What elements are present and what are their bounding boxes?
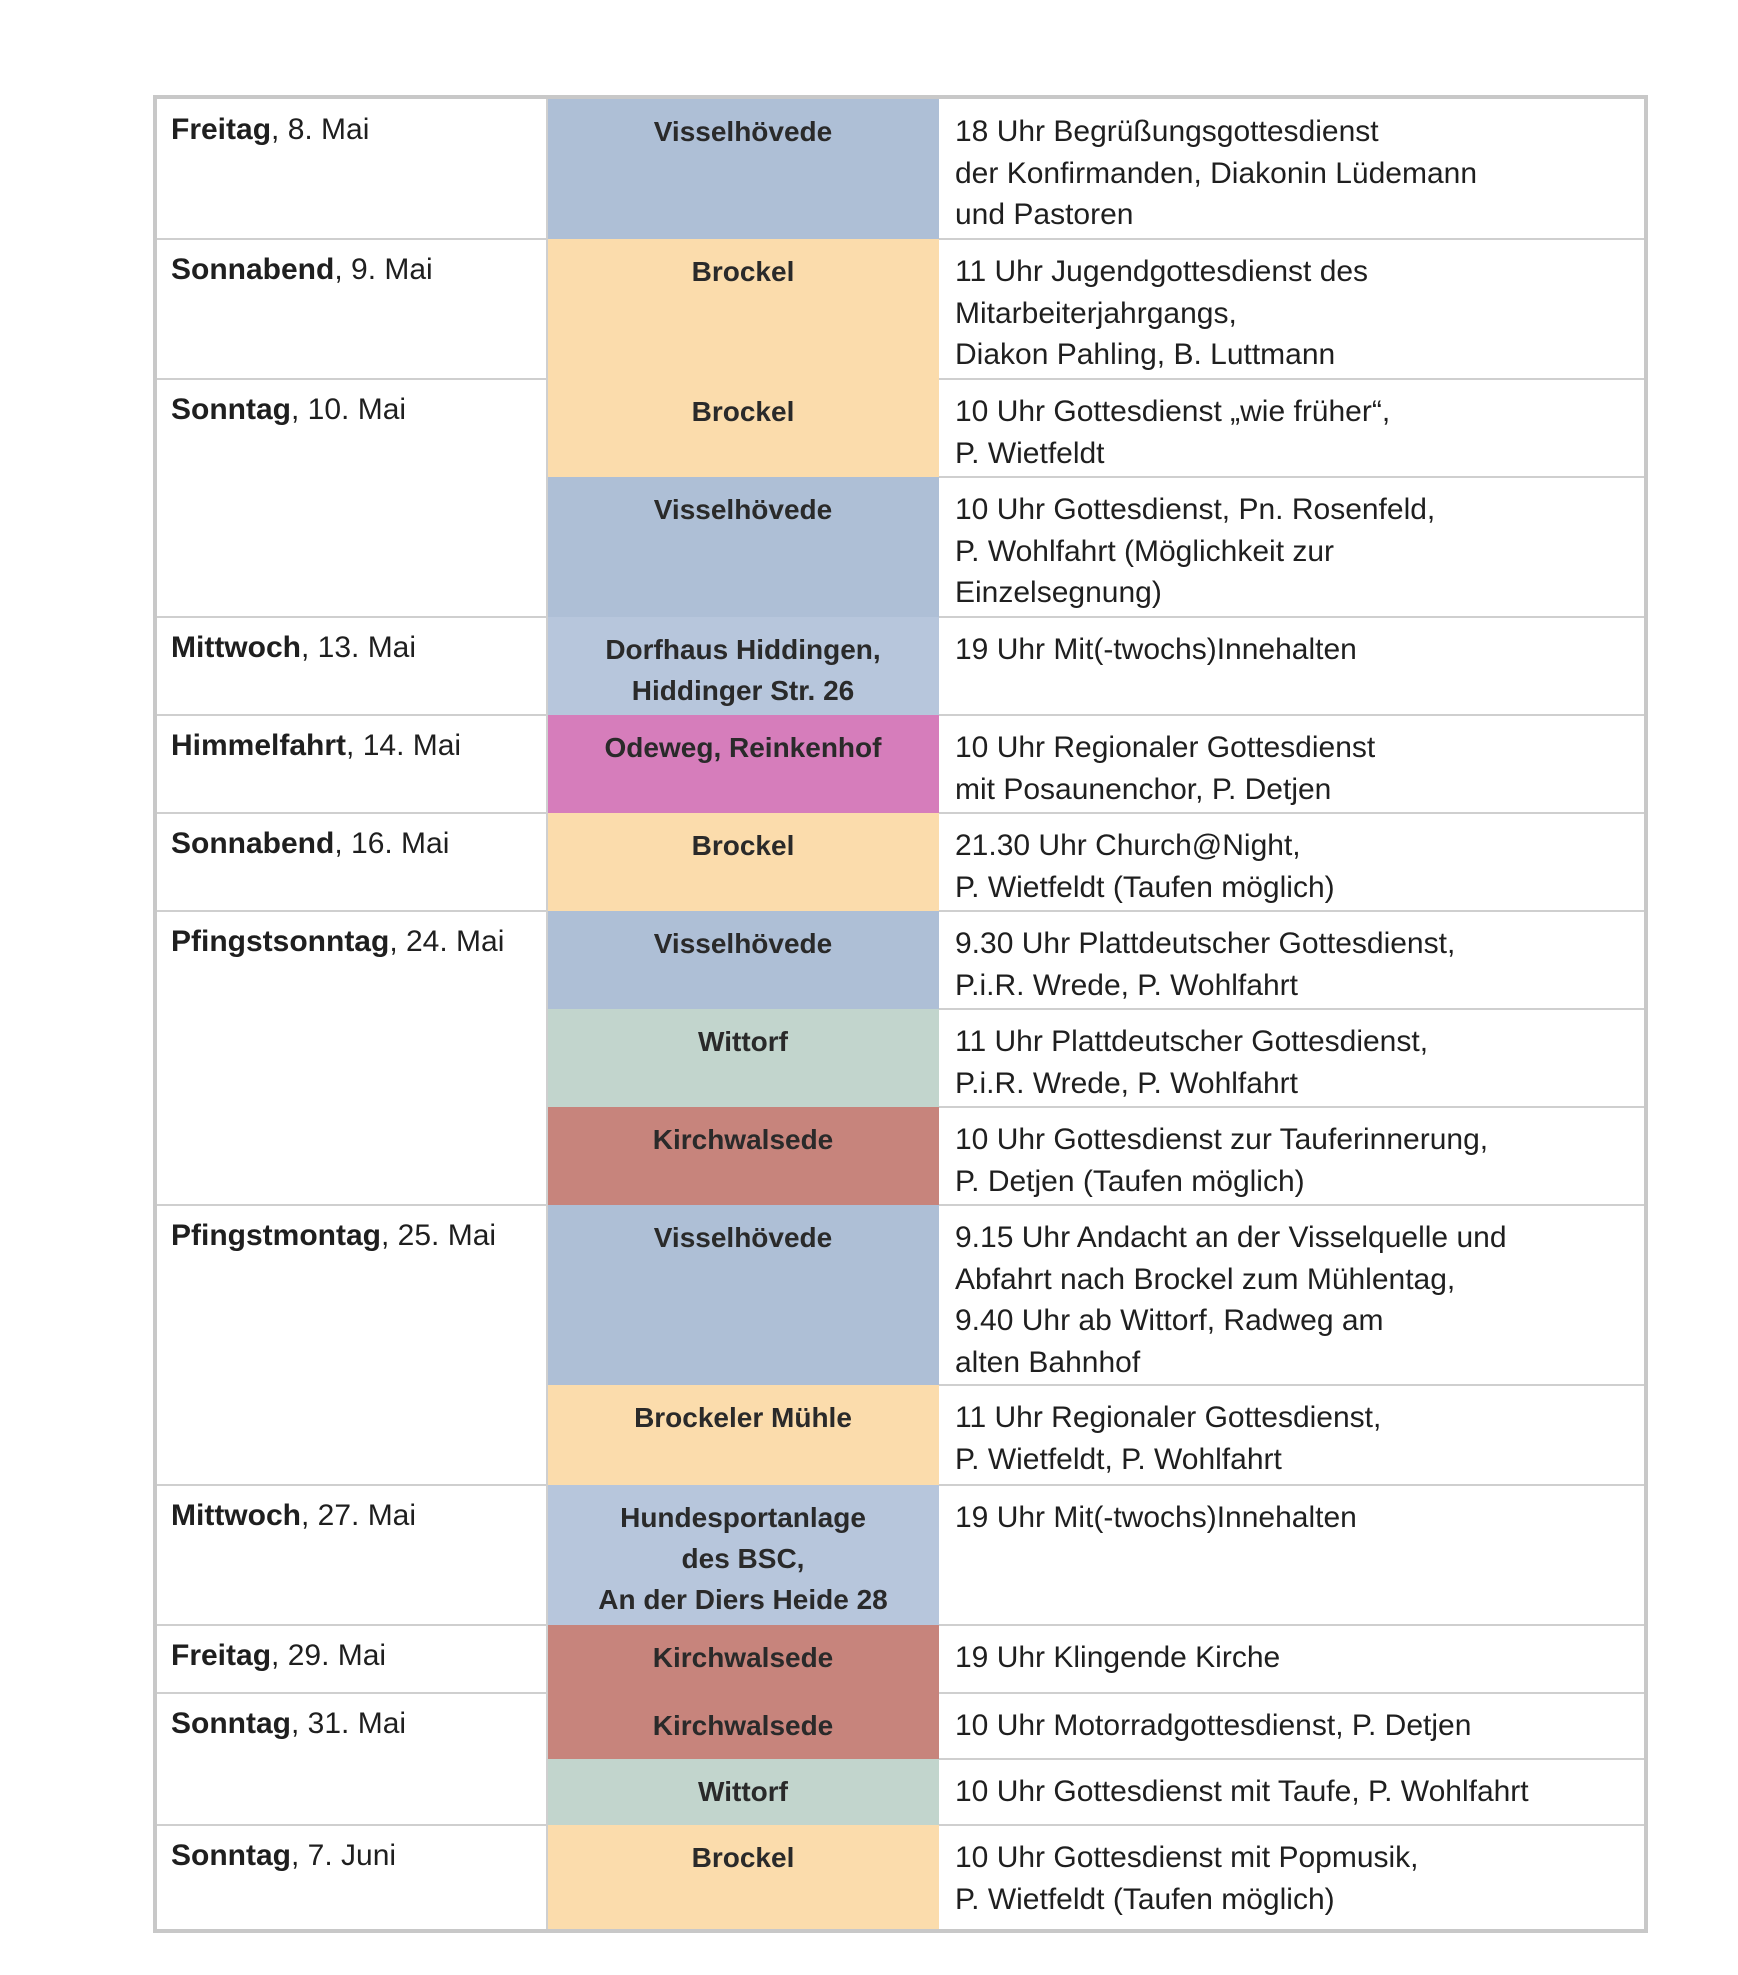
location-cell: Visselhövede [547, 911, 939, 1009]
weekday-label: Mittwoch [171, 631, 301, 664]
weekday-label: Sonnabend [171, 253, 335, 286]
location-cell: Hundesportanlage des BSC, An der Diers Heide 28 [547, 1485, 939, 1625]
row-divider [939, 1008, 1644, 1010]
description-cell: 19 Uhr Mit(-twochs)Innehalten [955, 1501, 1357, 1534]
weekday-label: Pfingstmontag [171, 1219, 381, 1252]
date-label: , 13. Mai [300, 631, 417, 664]
row-divider [939, 812, 1644, 814]
description-cell: 10 Uhr Motorradgottesdienst, P. Detjen [955, 1709, 1472, 1742]
location-cell: Odeweg, Reinkenhof [547, 715, 939, 813]
day-cell [157, 1825, 547, 1875]
row-divider [939, 476, 1644, 478]
date-label: , 10. Mai [291, 393, 407, 426]
day-cell [157, 1485, 547, 1535]
row-divider [157, 714, 547, 716]
row-divider [157, 1204, 547, 1206]
location-cell: Kirchwalsede [547, 1625, 939, 1693]
location-cell: Visselhövede [547, 1205, 939, 1385]
date-label: , 29. Mai [271, 1639, 387, 1672]
description-cell: 10 Uhr Regionaler Gottesdienst mit Posaunenchor, P. Detjen [955, 731, 1376, 806]
location-cell: Brockel [547, 813, 939, 911]
weekday-label: Freitag [171, 1639, 272, 1672]
row-divider [939, 1384, 1644, 1386]
location-cell: Wittorf [547, 1759, 939, 1825]
description-cell: 11 Uhr Plattdeutscher Gottesdienst, P.i.R. Wrede, P. Wohlfahrt [955, 1025, 1429, 1100]
day-cell [157, 1205, 547, 1255]
row-divider [939, 1106, 1644, 1108]
day-cell [157, 715, 547, 765]
description-cell: 18 Uhr Begrüßungsgottesdienst der Konfirmanden, Diakonin Lüdemann und Pastoren [955, 115, 1477, 231]
location-cell: Dorfhaus Hiddingen, Hiddinger Str. 26 [547, 617, 939, 715]
row-divider [157, 1484, 547, 1486]
row-divider [939, 616, 1644, 618]
date-label: , 16. Mai [334, 827, 450, 860]
row-divider [939, 1758, 1644, 1760]
description-cell: 10 Uhr Gottesdienst mit Popmusik, P. Wietfeldt (Taufen möglich) [955, 1841, 1419, 1916]
location-cell: Brockeler Mühle [547, 1385, 939, 1485]
date-label: , 7. Juni [291, 1839, 397, 1872]
description-cell: 19 Uhr Mit(-twochs)Innehalten [955, 633, 1357, 666]
day-cell [157, 99, 547, 149]
row-divider [939, 1624, 1644, 1626]
day-cell [157, 911, 547, 961]
description-cell: 21.30 Uhr Church@Night, P. Wietfeldt (Taufen möglich) [955, 829, 1335, 904]
date-label: , 8. Mai [271, 113, 370, 146]
row-divider [939, 1204, 1644, 1206]
date-label: , 24. Mai [389, 925, 505, 958]
description-cell: 10 Uhr Gottesdienst zur Tauferinnerung, P. Detjen (Taufen möglich) [955, 1123, 1489, 1198]
location-cell: Visselhövede [547, 99, 939, 239]
row-divider [157, 378, 547, 380]
row-divider [157, 1624, 547, 1626]
date-label: , 14. Mai [346, 729, 462, 762]
day-cell [157, 379, 547, 429]
row-divider [939, 378, 1644, 380]
row-divider [157, 1692, 547, 1694]
date-label: , 31. Mai [291, 1707, 407, 1740]
row-divider [157, 812, 547, 814]
weekday-label: Sonntag [171, 393, 291, 426]
row-divider [939, 1824, 1644, 1826]
row-divider [939, 238, 1644, 240]
weekday-label: Sonntag [171, 1839, 291, 1872]
date-label: , 27. Mai [300, 1499, 417, 1532]
row-divider [157, 616, 547, 618]
location-cell: Brockel [547, 1825, 939, 1929]
row-divider [939, 1692, 1644, 1694]
description-cell: 11 Uhr Jugendgottesdienst des Mitarbeiterjahrgangs, Diakon Pahling, B. Luttmann [955, 255, 1369, 371]
location-cell: Visselhövede [547, 477, 939, 617]
column-divider [546, 99, 548, 1929]
day-cell [157, 813, 547, 863]
row-divider [939, 714, 1644, 716]
schedule-table [153, 95, 1648, 1933]
row-divider [157, 1824, 547, 1826]
weekday-label: Sonntag [171, 1707, 291, 1740]
day-cell [157, 1625, 547, 1675]
row-divider [157, 238, 547, 240]
day-cell [157, 1693, 547, 1743]
description-cell: 19 Uhr Klingende Kirche [955, 1641, 1281, 1674]
location-cell: Brockel [547, 239, 939, 379]
weekday-label: Freitag [171, 113, 272, 146]
description-cell: 10 Uhr Gottesdienst, Pn. Rosenfeld, P. Wohlfahrt (Möglichkeit zur Einzelsegnung) [955, 493, 1436, 609]
location-cell: Wittorf [547, 1009, 939, 1107]
location-cell: Kirchwalsede [547, 1693, 939, 1759]
date-label: , 9. Mai [334, 253, 433, 286]
weekday-label: Mittwoch [171, 1499, 301, 1532]
description-cell: 10 Uhr Gottesdienst „wie früher“, P. Wietfeldt [955, 395, 1391, 470]
row-divider [157, 910, 547, 912]
row-divider [939, 1484, 1644, 1486]
day-cell [157, 617, 547, 667]
description-cell: 9.30 Uhr Plattdeutscher Gottesdienst, P.i.R. Wrede, P. Wohlfahrt [955, 927, 1456, 1002]
description-cell: 9.15 Uhr Andacht an der Visselquelle und Abfahrt nach Brockel zum Mühlentag, 9.40 Uhr ab Wittorf, Radweg am alten Bahnhof [955, 1221, 1507, 1379]
location-cell: Kirchwalsede [547, 1107, 939, 1205]
description-cell: 10 Uhr Gottesdienst mit Taufe, P. Wohlfahrt [955, 1775, 1529, 1808]
date-label: , 25. Mai [381, 1219, 497, 1252]
description-cell: 11 Uhr Regionaler Gottesdienst, P. Wietfeldt, P. Wohlfahrt [955, 1401, 1382, 1476]
location-cell: Brockel [547, 379, 939, 477]
day-cell [157, 239, 547, 289]
weekday-label: Himmelfahrt [171, 729, 347, 762]
row-divider [939, 910, 1644, 912]
weekday-label: Sonnabend [171, 827, 335, 860]
weekday-label: Pfingstsonntag [171, 925, 390, 958]
